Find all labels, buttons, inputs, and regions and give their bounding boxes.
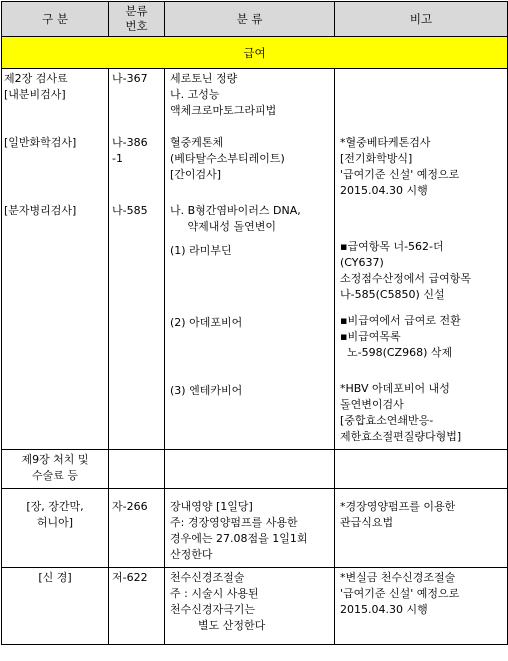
remarks-cell: *혈중베타케톤검사 [전기화학방식] '급여기준 신설' 예정으로 2015.04.30 시행	[340, 136, 460, 197]
remarks-cell: *경장영양펌프를 이용한 관급식요법	[340, 500, 456, 529]
subitem-remarks: ▪급여항목 너-562-더 (CY637) 소정점수산정에서 급여항목 나-585(C5850) 신설	[340, 240, 472, 301]
header-remarks: 비고	[335, 2, 508, 37]
code-cell: 나-386 -1	[112, 136, 148, 165]
table-header-row	[2, 2, 508, 37]
header-code: 분류 번호	[109, 2, 165, 37]
header-category: 구 분	[2, 2, 109, 37]
table-row	[2, 133, 508, 201]
subitem-label: (2) 아데포비어	[170, 316, 243, 329]
remarks-cell	[335, 69, 507, 71]
code-cell: 자-266	[112, 500, 148, 513]
subitem-remarks: *HBV 아데포비어 내성 돌연변이검사 [중합효소연쇄반응- 제한효소절편질량다형법]	[340, 382, 462, 443]
subitem-remarks: ▪비급여에서 급여로 전환 ▪비급여목록 노-598(CZ968) 삭제	[340, 314, 461, 359]
table-row	[2, 201, 508, 450]
code-cell: 저-622	[112, 571, 148, 584]
category-cell: [신 경]	[38, 571, 72, 584]
table-row	[2, 69, 508, 134]
benefit-table	[1, 1, 508, 645]
classification-cell: 장내영양 [1일당] 주: 경장영양펌프를 사용한 경우에는 27.08점을 1일1회 산정한다	[170, 500, 308, 561]
remarks-cell: *변실금 천수신경조절술 '급여기준 신설' 예정으로 2015.04.30 시행	[340, 571, 460, 616]
classification-cell: 혈중케톤체 (베타탈수소부티레이트) [간이검사]	[170, 136, 285, 181]
remarks-cell	[335, 201, 507, 237]
table-row	[2, 489, 508, 568]
classification-cell: 천수신경조절술 주 : 시술시 사용된 천수신경자극기는 별도 산정한다	[170, 571, 266, 632]
table-row	[2, 568, 508, 645]
classification-cell: 세로토닌 정량 나. 고성능 액체크로마토그라피법	[170, 72, 277, 117]
category-cell: [일반화학검사]	[4, 136, 77, 149]
section-title: 급여	[2, 37, 508, 69]
category-cell: 제9장 처치 및 수술료 등	[21, 453, 89, 482]
code-cell: 나-367	[112, 72, 148, 85]
table-row	[2, 450, 508, 489]
classification-cell: 나. B형간염바이러스 DNA, 약제내성 돌연변이	[170, 204, 301, 233]
category-cell: [분자병리검사]	[4, 204, 77, 217]
category-cell: 제2장 검사료 [내분비검사]	[4, 72, 68, 101]
subitem-label: (3) 엔테카비어	[170, 384, 243, 397]
code-cell: 나-585	[112, 204, 148, 217]
subitem-label: (1) 라미부딘	[170, 244, 232, 257]
category-cell: [장, 장간막, 허니아]	[26, 500, 84, 529]
header-classification: 분 류	[165, 2, 335, 37]
section-row	[2, 37, 508, 69]
